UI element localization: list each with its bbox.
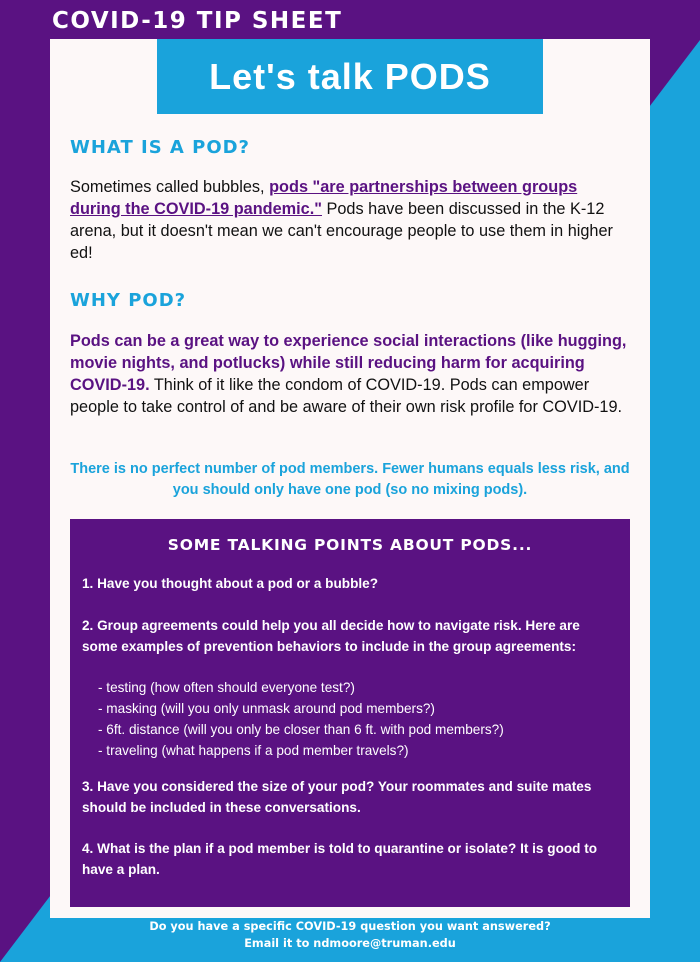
footer-contact	[0, 918, 700, 952]
section-heading-why-pod: WHY POD?	[70, 290, 187, 311]
footer-question-line: Do you have a specific COVID-19 question you want answered?	[149, 920, 551, 933]
talking-points-box	[70, 519, 630, 907]
title-banner: Let's talk PODS	[157, 39, 543, 114]
why-pod-bold-text: Pods can be a great way to experience social interactions (like hugging, movie nights, and potlucks) while still reducing harm for acquiring COVID-19.	[70, 332, 627, 394]
prevention-item-distance: - 6ft. distance (will you only be closer than 6 ft. with pod members?)	[98, 722, 504, 737]
prevention-item-traveling: - traveling (what happens if a pod member travels?)	[98, 743, 409, 758]
section-heading-what-is-a-pod: WHAT IS A POD?	[70, 137, 250, 158]
talking-point-3: 3. Have you considered the size of your pod? Your roommates and suite mates should be included in these conversations.	[82, 779, 592, 815]
pods-definition-link[interactable]: pods "are partnerships between groups during the COVID-19 pandemic."	[70, 178, 578, 218]
prevention-item-testing: - testing (how often should everyone test?)	[98, 680, 355, 695]
talking-points-title: SOME TALKING POINTS ABOUT PODS...	[167, 536, 533, 554]
talking-point-2: 2. Group agreements could help you all decide how to navigate risk. Here are some examples of prevention behaviors to include in the group agreements:	[82, 618, 580, 654]
talking-point-4: 4. What is the plan if a pod member is told to quarantine or isolate? It is good to have a plan.	[82, 841, 598, 877]
talking-point-1: 1. Have you thought about a pod or a bubble?	[82, 576, 379, 591]
prevention-item-masking: - masking (will you only unmask around pod members?)	[98, 701, 435, 716]
intro-text-rest: Pods have been discussed in the K-12 arena, but it doesn't mean we can't encourage people to use them in higher ed!	[70, 200, 613, 262]
intro-text: Sometimes called bubbles,	[70, 178, 270, 196]
content-card	[50, 39, 650, 918]
section-why-pod-text	[70, 330, 630, 418]
pod-size-callout: There is no perfect number of pod members. Fewer humans equals less risk, and you should only have one pod (so no mixing pods).	[70, 461, 630, 498]
footer-email-line: Email it to ndmoore@truman.edu	[244, 937, 456, 950]
section-what-is-a-pod-text	[70, 176, 630, 264]
why-pod-rest-text: Think of it like the condom of COVID-19. Pods can empower people to take control of and be aware of their own risk profile for COVID-19.	[70, 376, 623, 416]
page-header-title: COVID-19 TIP SHEET	[52, 8, 343, 34]
